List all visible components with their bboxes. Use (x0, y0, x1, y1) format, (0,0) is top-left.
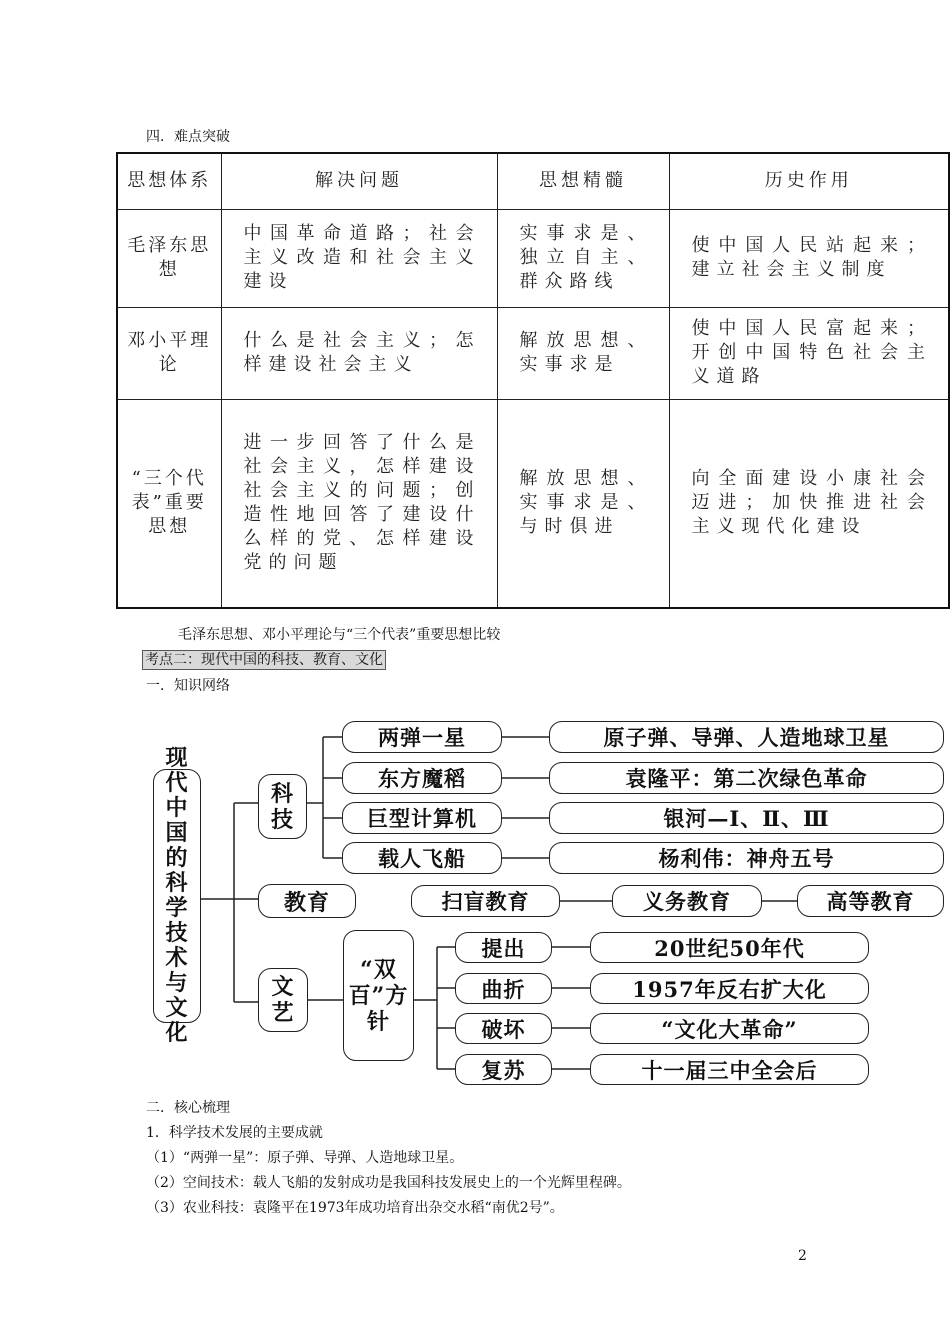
jiaoyu-node: 教育 (258, 884, 356, 918)
table-cell: 实事求是、独立自主、群众路线 (497, 209, 669, 307)
section-title: 四．难点突破 (146, 129, 230, 145)
shuangbai-node: “双百”方针 (343, 930, 414, 1061)
wenyi-detail: “文化大革命” (590, 1013, 869, 1044)
header-cell: 思想体系 (117, 153, 221, 209)
keji-node: 科技 (258, 774, 307, 839)
table-cell: 什么是社会主义；怎样建设社会主义 (221, 307, 497, 399)
jiaoyu-item: 高等教育 (797, 885, 944, 917)
table-cell: 使中国人民富起来；开创中国特色社会主义道路 (669, 307, 949, 399)
page-number: 2 (798, 1248, 807, 1264)
table-cell: 邓小平理论 (117, 307, 221, 399)
root-node: 现代中国的科学技术与文化 (153, 769, 201, 1023)
core-line: （2）空间技术：载人飞船的发射成功是我国科技发展史上的一个光辉里程碑。 (146, 1175, 631, 1191)
keji-item: 载人飞船 (342, 842, 502, 874)
header-cell: 思想精髓 (497, 153, 669, 209)
wenyi-stage: 破坏 (455, 1013, 552, 1044)
keji-item: 东方魔稻 (342, 762, 502, 794)
wenyi-stage: 提出 (455, 932, 552, 963)
wenyi-detail: 1957年反右扩大化 (590, 973, 869, 1004)
table-caption: 毛泽东思想、邓小平理论与“三个代表”重要思想比较 (178, 627, 501, 643)
table-cell: “三个代表”重要思想 (117, 399, 221, 608)
keji-item: 巨型计算机 (342, 802, 502, 834)
jiaoyu-item: 扫盲教育 (411, 885, 560, 917)
table-cell: 中国革命道路；社会主义改造和社会主义建设 (221, 209, 497, 307)
table-cell: 向全面建设小康社会迈进；加快推进社会主义现代化建设 (669, 399, 949, 608)
table-cell: 使中国人民站起来；建立社会主义制度 (669, 209, 949, 307)
jiaoyu-item: 义务教育 (612, 885, 762, 917)
kaodian-heading: 考点二：现代中国的科技、教育、文化 (142, 650, 386, 670)
wenyi-node: 文艺 (258, 968, 308, 1032)
core-subtitle: 1．科学技术发展的主要成就 (146, 1125, 323, 1141)
core-line: （3）农业科技：袁隆平在1973年成功培育出杂交水稻“南优2号”。 (146, 1200, 564, 1216)
table-cell: 毛泽东思想 (117, 209, 221, 307)
keji-detail: 原子弹、导弹、人造地球卫星 (549, 721, 944, 753)
table-cell: 解放思想、实事求是、与时俱进 (497, 399, 669, 608)
table-cell: 解放思想、实事求是 (497, 307, 669, 399)
keji-detail: 袁隆平：第二次绿色革命 (549, 762, 944, 794)
keji-detail: 杨利伟：神舟五号 (549, 842, 944, 874)
keji-item: 两弹一星 (342, 721, 502, 753)
knowledge-network-title: 一．知识网络 (146, 678, 230, 694)
table-cell: 进一步回答了什么是社会主义，怎样建设社会主义的问题；创造性地回答了建设什么样的党、怎样建设党的问题 (221, 399, 497, 608)
core-title: 二．核心梳理 (146, 1100, 230, 1116)
wenyi-detail: 20世纪50年代 (590, 932, 869, 963)
keji-detail: 银河—Ⅰ、Ⅱ、Ⅲ (549, 802, 944, 834)
wenyi-detail: 十一届三中全会后 (590, 1054, 869, 1085)
wenyi-stage: 曲折 (455, 973, 552, 1004)
core-line: （1）“两弹一星”：原子弹、导弹、人造地球卫星。 (146, 1150, 464, 1166)
header-cell: 解决问题 (221, 153, 497, 209)
wenyi-stage: 复苏 (455, 1054, 552, 1085)
header-cell: 历史作用 (669, 153, 949, 209)
